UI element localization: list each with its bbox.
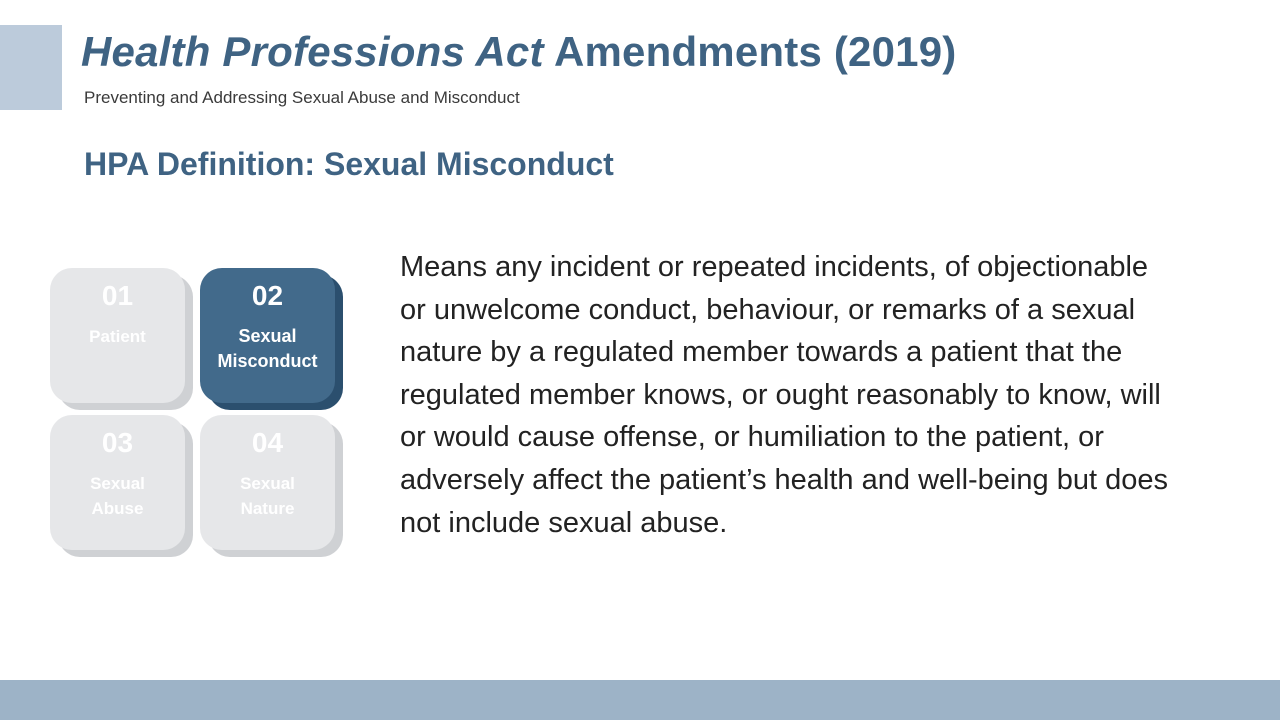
- definition-text: Means any incident or repeated incidents, of objectionable or unwelcome conduct, behaviour, or remarks of a sexual nature by a regulated member towards a patient that the regulated member knows, or ought reasonably to know, will or would cause offense, or humiliation to the patient, or adversely affect the patient’s health and well-being but does not include sexual abuse.: [400, 251, 1168, 539]
- tile-patient[interactable]: [50, 268, 185, 403]
- tile-sexual-nature[interactable]: [200, 415, 335, 550]
- footer-bar: [0, 680, 1280, 720]
- tile-number: 01: [101, 280, 134, 311]
- section-heading: HPA Definition: Sexual Misconduct: [84, 146, 614, 182]
- tile-label: Sexual Nature: [240, 474, 295, 518]
- tile-label: Patient: [89, 327, 146, 346]
- topic-tile-grid: [50, 268, 350, 568]
- tile-label: Sexual Misconduct: [217, 326, 318, 371]
- tile-number: 04: [251, 427, 284, 458]
- tile-sexual-misconduct[interactable]: [200, 268, 335, 403]
- header-accent-block: [0, 25, 62, 110]
- tile-number: 02: [251, 280, 284, 311]
- page-title-italic: Health Professions Act: [81, 28, 544, 75]
- page-subtitle: Preventing and Addressing Sexual Abuse and Misconduct: [84, 88, 520, 107]
- tile-label: Sexual Abuse: [90, 474, 145, 518]
- tile-sexual-abuse[interactable]: [50, 415, 185, 550]
- page-title-rest: Amendments (2019): [543, 28, 957, 75]
- tile-number: 03: [101, 427, 134, 458]
- page-title: [81, 28, 956, 76]
